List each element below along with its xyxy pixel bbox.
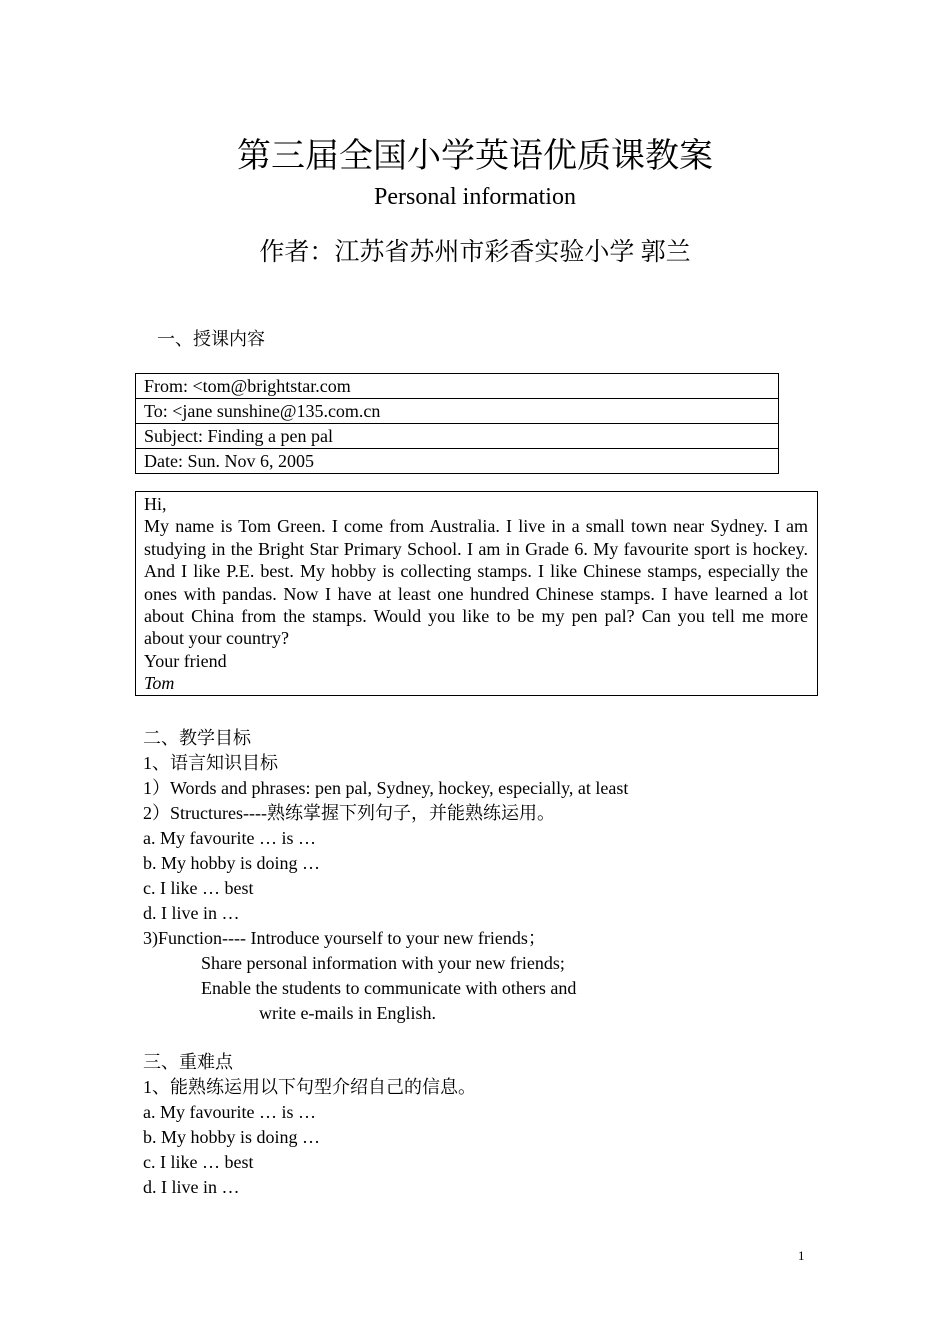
objective-structures: 2）Structures----熟练掌握下列句子，并能熟练运用。	[143, 803, 555, 823]
key-point-1: 1、能熟练运用以下句型介绍自己的信息。	[143, 1077, 476, 1097]
objective-words: 1）Words and phrases: pen pal, Sydney, hockey, especially, at least	[143, 778, 629, 798]
document-title: 第三届全国小学英语优质课教案	[237, 138, 713, 175]
table-row	[136, 399, 779, 424]
email-to: To: <jane sunshine@135.com.cn	[136, 399, 779, 424]
letter-greeting: Hi,	[144, 494, 167, 514]
email-letter-box	[135, 491, 818, 696]
section-heading-objectives: 二、教学目标	[143, 728, 251, 748]
objective-language-knowledge: 1、语言知识目标	[143, 753, 278, 773]
document-subtitle: Personal information	[374, 184, 576, 210]
author-line: 作者：江苏省苏州市彩香实验小学 郭兰	[259, 239, 691, 266]
objective-function-line: write e-mails in English.	[259, 1003, 436, 1023]
email-subject: Subject: Finding a pen pal	[136, 424, 779, 449]
section-heading-key-points: 三、重难点	[143, 1052, 233, 1072]
section-heading-content: 一、授课内容	[157, 329, 265, 349]
list-item: b. My hobby is doing …	[143, 853, 321, 873]
table-row	[136, 374, 779, 399]
email-from: From: <tom@brightstar.com	[136, 374, 779, 399]
objective-function-line: Share personal information with your new friends;	[201, 953, 565, 973]
email-header-table	[135, 373, 779, 474]
list-item: b. My hobby is doing …	[143, 1127, 321, 1147]
list-item: d. I live in …	[143, 903, 240, 923]
letter-body: My name is Tom Green. I come from Australia. I live in a small town near Sydney. I am studying in the Bright Star Primary School. I am in Grade 6. My favourite sport is hockey. And I like P.E. best. My hobby is collecting stamps. I like Chinese stamps, especially the ones with pandas. Now I have at least one hundred Chinese stamps. I have learned a lot about China from the stamps. Would you like to be my pen pal? Can you tell me more about your country?	[144, 516, 808, 649]
list-item: c. I like … best	[143, 878, 254, 898]
list-item: d. I live in …	[143, 1177, 240, 1197]
list-item: a. My favourite … is …	[143, 1102, 316, 1122]
page-number: 1	[798, 1248, 805, 1263]
objective-function-line: Enable the students to communicate with others and	[201, 978, 577, 998]
list-item: c. I like … best	[143, 1152, 254, 1172]
letter-signature: Tom	[144, 673, 175, 694]
table-row	[136, 449, 779, 474]
list-item: a. My favourite … is …	[143, 828, 316, 848]
objective-function: 3)Function---- Introduce yourself to your new friends；	[143, 928, 546, 948]
letter-closing: Your friend	[144, 650, 227, 671]
table-row	[136, 424, 779, 449]
email-date: Date: Sun. Nov 6, 2005	[136, 449, 779, 474]
